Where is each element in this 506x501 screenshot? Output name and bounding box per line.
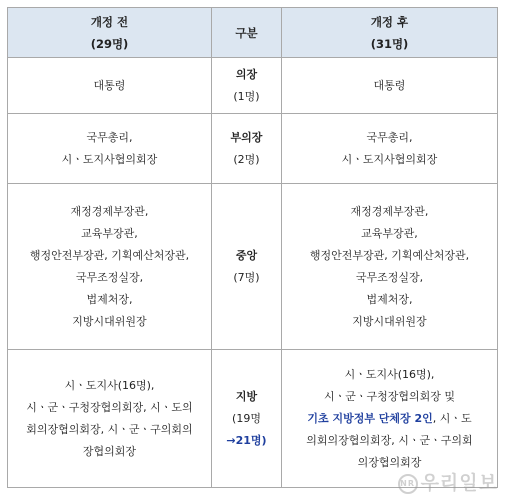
cell-line: 재정경제부장관, [350, 204, 429, 218]
cell-line: 시ㆍ도지사협의회장 [61, 152, 158, 166]
comparison-table [7, 7, 498, 488]
row-chair-after [282, 58, 498, 114]
category-label: 지방 [235, 389, 258, 403]
row-central-after [282, 184, 498, 350]
cell-line: 의장협의회장 [357, 455, 422, 469]
header-category-label: 구분 [235, 25, 258, 40]
cell-line: 장협의회장 [82, 444, 137, 458]
cell-line: 시ㆍ도지사(16명), [344, 367, 435, 381]
header-category [212, 8, 282, 58]
cell-line: 국무총리, [366, 130, 413, 144]
row-central-category [212, 184, 282, 350]
row-vice-chair-category [212, 114, 282, 184]
cell-line: 의회의장협의회장, 시ㆍ군ㆍ구의회 [306, 433, 473, 447]
cell-line: 지방시대위원장 [352, 314, 427, 328]
category-count: (1명) [233, 89, 260, 103]
category-label: 의장 [235, 67, 258, 81]
cell-line: 행정안전부장관, 기획예산처장관, [29, 248, 190, 262]
watermark-logo-icon: NR [398, 474, 418, 494]
cell-line: 시ㆍ도지사협의회장 [341, 152, 438, 166]
cell-line: 법제처장, [366, 292, 413, 306]
header-before-count: (29명) [90, 36, 129, 51]
cell-line: 대통령 [373, 78, 406, 92]
row-local-before [8, 350, 212, 488]
cell-line: 시ㆍ군ㆍ구청장협의회장 및 [323, 389, 455, 403]
header-row [8, 8, 498, 58]
cell-line-rest: , 시ㆍ도 [432, 411, 472, 425]
row-local-category [212, 350, 282, 488]
row-chair [8, 58, 498, 114]
category-count: (7명) [233, 270, 260, 284]
header-after [282, 8, 498, 58]
cell-line: 국무조정실장, [75, 270, 144, 284]
row-chair-category [212, 58, 282, 114]
row-central-before [8, 184, 212, 350]
row-central [8, 184, 498, 350]
cell-line: 교육부장관, [81, 226, 138, 240]
row-vice-chair-before [8, 114, 212, 184]
header-after-count: (31명) [370, 36, 409, 51]
cell-line: 국무총리, [86, 130, 133, 144]
cell-line: 교육부장관, [361, 226, 418, 240]
category-count-after: →21명) [226, 433, 267, 447]
category-label: 부의장 [230, 130, 263, 144]
row-vice-chair-after [282, 114, 498, 184]
category-count: (2명) [233, 152, 260, 166]
cell-line: 법제처장, [86, 292, 133, 306]
header-after-title: 개정 후 [370, 14, 409, 29]
row-local-after [282, 350, 498, 488]
cell-line: 재정경제부장관, [70, 204, 149, 218]
cell-line: 시ㆍ군ㆍ구청장협의회장, 시ㆍ도의 [26, 400, 193, 414]
cell-line: 회의장협의회장, 시ㆍ군ㆍ구의회의 [26, 422, 193, 436]
highlight-text: 기초 지방정부 단체장 2인 [307, 411, 433, 425]
watermark-text: 우리일보 [420, 472, 498, 494]
cell-line: 대통령 [93, 78, 126, 92]
cell-line: 국무조정실장, [355, 270, 424, 284]
header-before-title: 개정 전 [90, 14, 129, 29]
cell-line-highlight [282, 408, 497, 430]
watermark [398, 468, 498, 495]
cell-line: 지방시대위원장 [72, 314, 147, 328]
row-vice-chair [8, 114, 498, 184]
header-before [8, 8, 212, 58]
row-chair-before [8, 58, 212, 114]
cell-line: 시ㆍ도지사(16명), [64, 378, 155, 392]
row-local [8, 350, 498, 488]
category-count-before: (19명 [232, 411, 261, 425]
category-label: 중앙 [235, 248, 258, 262]
cell-line: 행정안전부장관, 기획예산처장관, [309, 248, 470, 262]
